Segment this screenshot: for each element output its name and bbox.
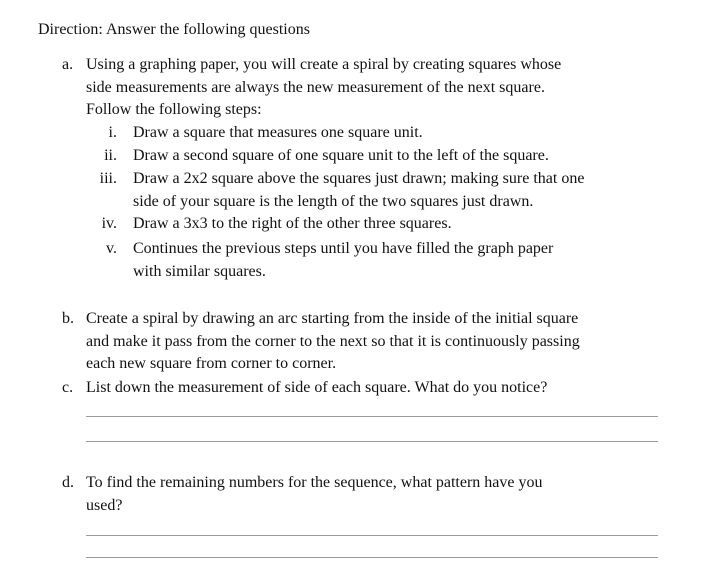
- item-a-letter: a.: [62, 56, 74, 73]
- step-line: with similar squares.: [133, 262, 266, 280]
- step-line: Draw a 3x3 to the right of the other three squares.: [133, 215, 452, 232]
- item-b-text: [86, 308, 580, 376]
- item-c-text: [86, 377, 547, 400]
- answer-line-c-2[interactable]: [86, 441, 658, 442]
- step-number: v.: [106, 240, 117, 257]
- answer-line-d-2[interactable]: [86, 557, 658, 558]
- step-line: side of your square is the length of the two squares just drawn.: [133, 192, 534, 210]
- step-line: Draw a second square of one square unit to the left of the square.: [133, 147, 549, 164]
- item-d-text: [86, 472, 543, 517]
- item-a-line: Using a graphing paper, you will create a spiral by creating squares whose: [86, 56, 562, 73]
- step-number: i.: [108, 124, 117, 141]
- step-line: Draw a 2x2 square above the squares just drawn; making sure that one: [133, 170, 585, 187]
- item-c-letter: c.: [62, 379, 74, 396]
- item-d-line: used?: [86, 496, 123, 514]
- answer-line-c-1[interactable]: [86, 416, 658, 417]
- step-text: [133, 168, 673, 213]
- item-a-line: Follow the following steps:: [86, 101, 262, 118]
- item-d-line: To find the remaining numbers for the sequence, what pattern have you: [86, 474, 543, 491]
- step-text: [133, 122, 673, 145]
- direction-heading: Direction: Answer the following questions: [38, 21, 310, 38]
- item-b-letter: b.: [62, 310, 74, 327]
- item-b-line: each new square from corner to corner.: [86, 355, 337, 372]
- item-d-letter: d.: [62, 474, 74, 491]
- item-b-line: and make it pass from the corner to the next so that it is continuously passing: [86, 332, 580, 350]
- step-number: ii.: [104, 147, 117, 164]
- step-text: [133, 213, 673, 236]
- step-text: [133, 238, 673, 283]
- answer-line-d-1[interactable]: [86, 535, 658, 536]
- step-number: iv.: [101, 215, 117, 232]
- item-a-text: [86, 54, 561, 122]
- step-line: Draw a square that measures one square unit.: [133, 124, 423, 141]
- step-text: [133, 145, 673, 168]
- item-b-line: Create a spiral by drawing an arc starting from the inside of the initial square: [86, 310, 579, 327]
- item-a-line: side measurements are always the new measurement of the next square.: [86, 78, 545, 96]
- step-number: iii.: [99, 170, 117, 187]
- item-c-line: List down the measurement of side of each square. What do you notice?: [86, 379, 548, 396]
- step-line: Continues the previous steps until you have filled the graph paper: [133, 240, 554, 257]
